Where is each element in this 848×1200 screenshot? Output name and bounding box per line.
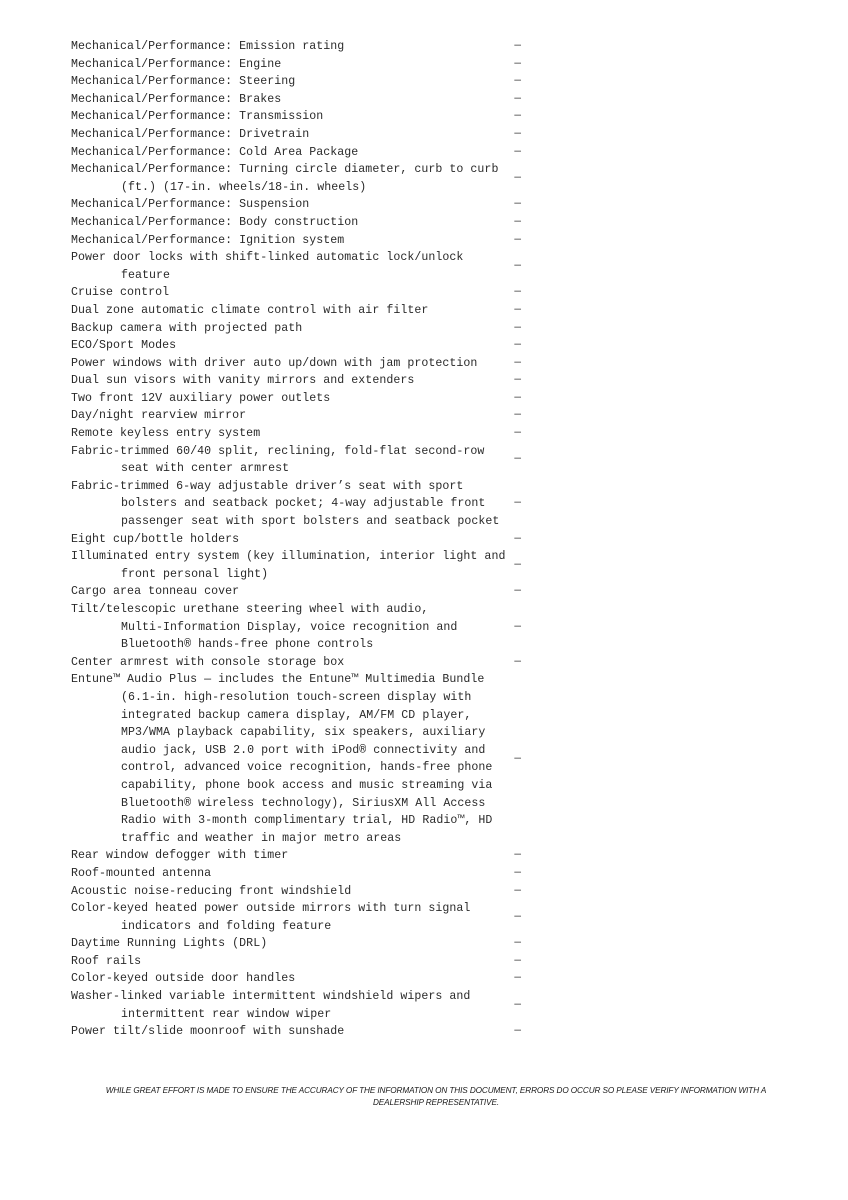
spec-label-line: Roof rails [71, 954, 142, 968]
spec-value: — [514, 409, 521, 422]
spec-row [71, 407, 521, 425]
spec-label-line: indicators and folding feature [121, 919, 332, 933]
spec-row [71, 38, 521, 56]
spec-row [71, 970, 521, 988]
spec-label-line: Mechanical/Performance: Engine [71, 57, 282, 71]
spec-row [71, 108, 521, 126]
spec-value: — [514, 884, 521, 897]
spec-label [71, 284, 511, 302]
spec-label-line: (ft.) (17-in. wheels/18-in. wheels) [121, 180, 367, 194]
spec-list [71, 38, 521, 1041]
spec-value: — [514, 1025, 521, 1038]
spec-label-line: Bluetooth® hands-free phone controls [121, 638, 374, 652]
spec-label-line: Mechanical/Performance: Cold Area Package [71, 145, 359, 159]
spec-row [71, 865, 521, 883]
disclaimer [74, 1085, 798, 1109]
spec-label [71, 407, 511, 425]
spec-label [71, 531, 511, 549]
spec-row [71, 671, 521, 847]
spec-label-line: Mechanical/Performance: Suspension [71, 198, 310, 212]
spec-label-line: MP3/WMA playback capability, six speakers, auxiliary [121, 726, 486, 740]
spec-value: — [514, 75, 521, 88]
spec-value: — [514, 998, 521, 1011]
spec-label-line: Mechanical/Performance: Drivetrain [71, 127, 310, 141]
spec-row [71, 935, 521, 953]
spec-value: — [514, 559, 521, 572]
spec-label [71, 38, 511, 56]
spec-row [71, 126, 521, 144]
spec-label [71, 214, 511, 232]
spec-label [71, 144, 511, 162]
spec-label [71, 953, 511, 971]
spec-value: — [514, 303, 521, 316]
spec-label [71, 478, 511, 531]
spec-label-line: control, advanced voice recognition, hands-free phone [121, 761, 493, 775]
spec-label-line: Entune™ Audio Plus — includes the Entune™ Multimedia Bundle [71, 673, 485, 687]
spec-label [71, 337, 511, 355]
spec-label-line: (6.1-in. high-resolution touch-screen display with [121, 690, 472, 704]
spec-label-line: Cruise control [71, 286, 170, 300]
spec-label [71, 108, 511, 126]
spec-label-line: Mechanical/Performance: Transmission [71, 110, 324, 124]
spec-label-line: Backup camera with projected path [71, 321, 303, 335]
spec-label-line: Mechanical/Performance: Ignition system [71, 233, 345, 247]
spec-label-line: Tilt/telescopic urethane steering wheel with audio, [71, 603, 429, 616]
spec-label [71, 320, 511, 338]
spec-label [71, 161, 511, 196]
spec-label-line: Illuminated entry system (key illumination, interior light and [71, 550, 506, 564]
spec-row [71, 654, 521, 672]
spec-label [71, 654, 511, 672]
spec-value: — [514, 339, 521, 352]
spec-value: — [514, 585, 521, 598]
spec-value: — [514, 259, 521, 272]
spec-row [71, 953, 521, 971]
spec-value: — [514, 321, 521, 334]
spec-label-line: Day/night rearview mirror [71, 409, 247, 423]
spec-label-line: Roof-mounted antenna [71, 866, 212, 880]
spec-value: — [514, 286, 521, 299]
spec-label [71, 249, 511, 284]
spec-label-line: integrated backup camera display, AM/FM CD player, [121, 708, 472, 722]
spec-row [71, 355, 521, 373]
spec-value: — [514, 374, 521, 387]
spec-value: — [514, 92, 521, 105]
spec-value: — [514, 497, 521, 510]
spec-label [71, 56, 511, 74]
spec-row [71, 531, 521, 549]
spec-row [71, 390, 521, 408]
spec-label [71, 1023, 511, 1041]
spec-row [71, 900, 521, 935]
spec-label [71, 970, 511, 988]
spec-value: — [514, 391, 521, 404]
spec-label [71, 548, 511, 583]
spec-value: — [514, 233, 521, 246]
spec-label [71, 601, 511, 654]
spec-label-line: Mechanical/Performance: Body construction [71, 215, 359, 229]
spec-label-line: Cargo area tonneau cover [71, 585, 240, 599]
spec-label [71, 355, 511, 373]
spec-value: — [514, 198, 521, 211]
disclaimer-line-2: DEALERSHIP REPRESENTATIVE. [372, 1098, 499, 1107]
spec-value: — [514, 655, 521, 668]
spec-label-line: Center armrest with console storage box [71, 655, 345, 669]
spec-label [71, 847, 511, 865]
spec-label-line: bolsters and seatback pocket; 4-way adjustable front [121, 497, 486, 511]
spec-label [71, 988, 511, 1023]
spec-value: — [514, 954, 521, 967]
spec-label [71, 883, 511, 901]
spec-label [71, 935, 511, 953]
spec-label-line: capability, phone book access and music streaming via [121, 778, 493, 792]
spec-value: — [514, 215, 521, 228]
spec-row [71, 91, 521, 109]
spec-label-line: Two front 12V auxiliary power outlets [71, 391, 331, 405]
spec-row [71, 284, 521, 302]
spec-row [71, 847, 521, 865]
spec-label [71, 372, 511, 390]
spec-value: — [514, 57, 521, 70]
spec-label-line: Radio with 3-month complimentary trial, HD Radio™, HD [121, 814, 493, 828]
spec-label-line: Acoustic noise-reducing front windshield [71, 884, 352, 898]
spec-label-line: Bluetooth® wireless technology), SiriusXM All Access [121, 796, 486, 810]
spec-label [71, 390, 511, 408]
spec-label-line: Color-keyed heated power outside mirrors with turn signal [71, 902, 471, 916]
spec-value: — [514, 866, 521, 879]
spec-row [71, 372, 521, 390]
spec-label-line: Eight cup/bottle holders [71, 532, 240, 546]
spec-label-line: Washer-linked variable intermittent windshield wipers and [71, 990, 471, 1004]
spec-label-line: seat with center armrest [121, 462, 290, 476]
spec-row [71, 320, 521, 338]
spec-value: — [514, 427, 521, 440]
spec-label [71, 302, 511, 320]
spec-row [71, 425, 521, 443]
spec-row [71, 73, 521, 91]
spec-row [71, 548, 521, 583]
spec-value: — [514, 110, 521, 123]
spec-label [71, 671, 511, 847]
spec-value: — [514, 910, 521, 923]
spec-value: — [514, 849, 521, 862]
spec-label [71, 865, 511, 883]
spec-row [71, 56, 521, 74]
spec-row [71, 988, 521, 1023]
spec-value: — [514, 127, 521, 140]
spec-value: — [514, 171, 521, 184]
spec-label-line: Mechanical/Performance: Turning circle diameter, curb to curb [71, 163, 499, 177]
spec-label-line: Fabric-trimmed 6-way adjustable driver’s seat with sport [71, 479, 464, 493]
spec-row [71, 232, 521, 250]
spec-row [71, 443, 521, 478]
spec-value: — [514, 453, 521, 466]
spec-value: — [514, 620, 521, 633]
spec-label [71, 443, 511, 478]
spec-label [71, 196, 511, 214]
spec-label-line: Multi-Information Display, voice recognition and [121, 620, 458, 634]
spec-row [71, 144, 521, 162]
disclaimer-line-1: WHILE GREAT EFFORT IS MADE TO ENSURE THE ACCURACY OF THE INFORMATION ON THIS DOCUMENT, ERRORS DO OCCUR SO PLEASE VERIFY INFORMATION WITH A [105, 1086, 767, 1095]
spec-value: — [514, 40, 521, 52]
spec-row [71, 883, 521, 901]
spec-row [71, 196, 521, 214]
spec-label-line: Remote keyless entry system [71, 427, 261, 441]
spec-label-line: Power door locks with shift-linked automatic lock/unlock [71, 251, 464, 265]
spec-label [71, 900, 511, 935]
spec-row [71, 601, 521, 654]
spec-label [71, 583, 511, 601]
spec-label-line: Power tilt/slide moonroof with sunshade [71, 1025, 345, 1039]
spec-row [71, 1023, 521, 1041]
spec-label-line: Power windows with driver auto up/down with jam protection [71, 356, 478, 370]
spec-label-line: audio jack, USB 2.0 port with iPod® connectivity and [121, 743, 486, 757]
spec-label-line: Mechanical/Performance: Brakes [71, 92, 282, 106]
spec-row [71, 337, 521, 355]
spec-row [71, 478, 521, 531]
spec-row [71, 249, 521, 284]
spec-label-line: Color-keyed outside door handles [71, 972, 296, 986]
spec-label-line: ECO/Sport Modes [71, 339, 177, 353]
spec-label [71, 126, 511, 144]
spec-label [71, 91, 511, 109]
spec-label-line: Dual sun visors with vanity mirrors and extenders [71, 374, 415, 388]
spec-label-line: Mechanical/Performance: Steering [71, 75, 296, 89]
spec-label-line: feature [121, 268, 171, 282]
spec-label [71, 425, 511, 443]
spec-label [71, 232, 511, 250]
spec-value: — [514, 752, 521, 765]
spec-row [71, 583, 521, 601]
spec-label-line: Fabric-trimmed 60/40 split, reclining, fold-flat second-row [71, 444, 485, 458]
spec-row [71, 302, 521, 320]
spec-row [71, 214, 521, 232]
spec-label [71, 73, 511, 91]
spec-row [71, 161, 521, 196]
spec-value: — [514, 356, 521, 369]
spec-value: — [514, 532, 521, 545]
spec-label-line: passenger seat with sport bolsters and seatback pocket [121, 515, 500, 529]
spec-label-line: Dual zone automatic climate control with air filter [71, 303, 429, 317]
spec-label-line: Daytime Running Lights (DRL) [71, 937, 268, 951]
spec-value: — [514, 972, 521, 985]
spec-value: — [514, 937, 521, 950]
spec-label-line: Mechanical/Performance: Emission rating [71, 40, 345, 53]
spec-label-line: front personal light) [121, 567, 269, 581]
spec-value: — [514, 145, 521, 158]
spec-label-line: Rear window defogger with timer [71, 849, 289, 863]
spec-label-line: intermittent rear window wiper [121, 1007, 332, 1021]
spec-label-line: traffic and weather in major metro areas [121, 831, 402, 845]
